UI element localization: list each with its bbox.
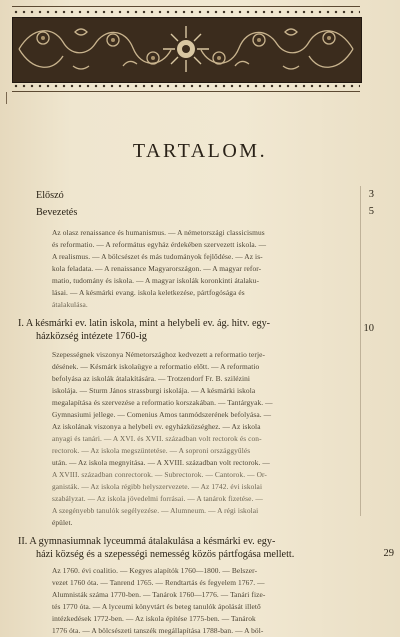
toc-entry-label: Bevezetés bbox=[36, 207, 78, 218]
toc-page-number: 3 bbox=[368, 189, 374, 200]
toc-entry-label: házközség intézete 1760-ig bbox=[36, 331, 147, 342]
toc-page-number: 10 bbox=[363, 323, 374, 334]
toc-entry-label: Előszó bbox=[36, 190, 64, 201]
toc-description-line: befolyása az iskolák átalakítására. — Trotzendorf Fr. B. szilézini bbox=[52, 374, 251, 383]
toc-description-line: Alumnisták száma 1770-ben. — Tanárok 1760—1776. — Tanári fize- bbox=[52, 590, 266, 599]
toc-description-line: Szepességnek viszonya Németországhoz kedvezett a reformatio terje- bbox=[52, 350, 266, 359]
toc-description-line: A realismus. — A bölcsészet és más tudományok fejlődése. — Az is- bbox=[52, 252, 263, 261]
toc-description-line: szabályzat. — Az iskola jövedelmi forrásai. — A tanárok fizetése. — bbox=[52, 494, 263, 503]
ornamental-header bbox=[12, 6, 360, 92]
toc-page-number: 29 bbox=[383, 548, 394, 559]
toc-description-line: anyagi és tanári. — A XVI. és XVII. században volt rectorok és con- bbox=[52, 434, 262, 443]
toc-description-line: ganisták. — Az iskola régibb helyszervezete. — Az 1742. évi iskolai bbox=[52, 482, 263, 491]
toc-description-line: átalakulása. bbox=[52, 300, 88, 309]
toc-entry-label: I. A késmárki ev. latin iskola, mint a helybeli ev. ág. hitv. egy- bbox=[18, 318, 271, 329]
toc-description-line: A szegényebb tanulók segélyezése. — Alumneum. — A régi iskolai bbox=[52, 506, 259, 515]
toc-entry-label: házi község és a szepességi nemesség közös pártfogása mellett. bbox=[36, 549, 295, 560]
toc-description-line: megalapítása és szervezése a reformatio korszakában. — Tantárgyak. — bbox=[52, 398, 273, 407]
margin-mark bbox=[6, 92, 7, 104]
column-rule bbox=[360, 186, 361, 516]
toc-page-number: 5 bbox=[368, 206, 374, 217]
toc-description-line: után. — Az iskola megnyitása. — A XVIII. században volt rectorok. — bbox=[52, 458, 270, 467]
toc-description-line: Az 1760. évi coalitio. — Kegyes alapítók 1760—1800. — Belszer- bbox=[52, 566, 258, 575]
toc-description-line: kola feladata. — A renaissance Magyarországon. — A magyar refor- bbox=[52, 264, 262, 273]
toc-description-line: tés 1770 óta. — A lyceumi könyvtárt és beteg tanulók ápolását illető bbox=[52, 602, 261, 611]
toc-description-line: és reformatio. — A református egyház érdekében szervezett iskola. — bbox=[52, 240, 267, 249]
toc-entry-label: II. A gymnasiumnak lyceummá átalakulása a késmárki ev. egy- bbox=[18, 536, 276, 547]
dotted-border-bottom bbox=[12, 83, 360, 89]
toc-description-line: épület. bbox=[52, 518, 73, 527]
toc-description-line: intézkedések 1772-ben. — Az iskola építése 1775-ben. — Tanárok bbox=[52, 614, 256, 623]
toc-description-line: matio, tudomány és iskola. — A magyar iskolák koronkinti átalaku- bbox=[52, 276, 260, 285]
toc-description-line: A XVIII. században conrectorok. — Subrectorok. — Cantorok. — Or- bbox=[52, 470, 267, 479]
toc-description-line: Gymnasiumi jellege. — Comenius Amos tanmódszerének befolyása. — bbox=[52, 410, 272, 419]
toc-description-line: iskolája. — Sturm János strassburgi iskolája. — A késmárki iskola bbox=[52, 386, 256, 395]
dotted-border-top bbox=[12, 9, 360, 15]
toc-description-line: Az iskolának viszonya a helybeli ev. egyházközséghez. — Az iskola bbox=[52, 422, 261, 431]
page-title: TARTALOM. bbox=[132, 140, 268, 162]
toc-description-line: 1776 óta. — A bölcsészeti tanszék megállapítása 1788-ban. — A böl- bbox=[52, 626, 264, 635]
toc-description-line: Az olasz renaissance és humanismus. — A németországi classicismus bbox=[52, 228, 265, 237]
toc-description-line: rectorok. — Az iskola megszüntetése. — A soproni országgyűlés bbox=[52, 446, 251, 455]
toc-description-line: lásai. — A késmárki evang. iskola keletkezése, pártfogósága és bbox=[52, 288, 245, 297]
toc-description-line: vezet 1760 óta. — Tanrend 1765. — Rendtartás és fegyelem 1767. — bbox=[52, 578, 265, 587]
toc-description-line: désének. — Késmárk iskolaügye a reformatio előtt. — A reformatio bbox=[52, 362, 260, 371]
acanthus-ornament-band bbox=[12, 17, 362, 83]
